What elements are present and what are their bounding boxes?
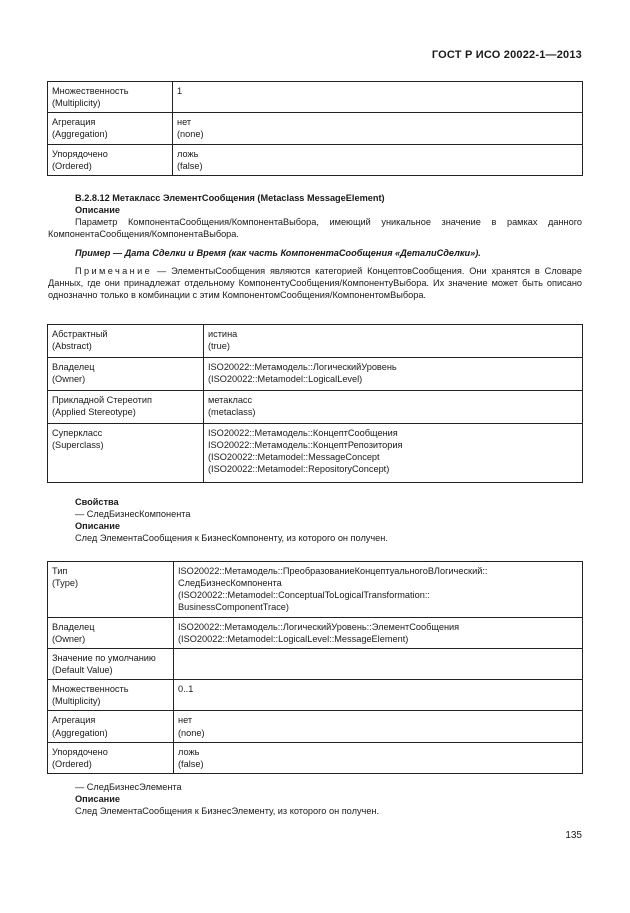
cell-text-line: 1 <box>177 86 183 96</box>
cell-text-line: истина <box>208 329 238 339</box>
cell-text-line: (none) <box>178 727 205 738</box>
table-row <box>48 144 583 175</box>
cell-text-line: (Multiplicity) <box>52 98 101 109</box>
cell-text-line: нет <box>177 117 192 128</box>
table-row <box>48 325 583 358</box>
table-cell-label <box>48 680 174 711</box>
table-cell-value <box>174 617 583 648</box>
cell-text-line: 0..1 <box>178 684 194 695</box>
property-description-text: След ЭлементаСообщения к БизнесКомпоненту, из которого он получен. <box>75 533 388 544</box>
cell-text-line: Значение по умолчанию <box>52 652 156 663</box>
cell-text-line: Прикладной Стереотип <box>52 395 152 405</box>
cell-text-line: (ISO20022::Metamodel::RepositoryConcept) <box>208 464 390 475</box>
cell-text-line: СледБизнесКомпонента <box>178 578 282 589</box>
table-cell-label <box>48 617 174 648</box>
table-cell-label <box>48 424 204 483</box>
cell-text-line: метакласс <box>208 395 253 405</box>
cell-text-line: (Superclass) <box>52 440 104 451</box>
section-metaclass-message-element <box>48 192 582 301</box>
table-row <box>48 358 583 391</box>
cell-text-line: (Type) <box>52 578 79 589</box>
table-cell-label <box>48 562 174 618</box>
cell-text-line: (Abstract) <box>52 341 92 352</box>
table-row <box>48 562 583 618</box>
table-row <box>48 391 583 424</box>
table-cell-label <box>48 358 204 391</box>
metaclass-attributes-table <box>47 324 583 483</box>
cell-text-line: (Owner) <box>52 633 86 644</box>
cell-text-line: (Ordered) <box>52 160 92 171</box>
table-cell-label <box>48 325 204 358</box>
properties-section <box>48 496 582 545</box>
table-cell-value <box>174 680 583 711</box>
cell-text-line: (Aggregation) <box>52 129 108 140</box>
cell-text-line: Агрегация <box>52 117 96 128</box>
page-number: 135 <box>565 830 582 841</box>
cell-text-line: Упорядочено <box>52 746 108 757</box>
cell-text-line: (Owner) <box>52 374 86 385</box>
cell-text-line: ложь <box>178 746 200 757</box>
property-item-business-component-trace: — СледБизнесКомпонента <box>75 509 191 520</box>
example-text: Пример — Дата Сделки и Время (как часть КомпонентаСообщения «ДеталиСделки»). <box>75 247 481 258</box>
cell-text-line: Владелец <box>52 362 95 372</box>
property-description-label: Описание <box>75 521 120 532</box>
table-cell-value <box>174 562 583 618</box>
cell-text-line: Владелец <box>52 621 95 632</box>
cell-text-line: (ISO20022::Metamodel::ConceptualToLogicalTransformation:: <box>178 590 430 601</box>
properties-table-top <box>47 81 583 176</box>
cell-text-line: (ISO20022::Metamodel::LogicalLevel) <box>208 374 363 385</box>
table-cell-value <box>174 711 583 742</box>
cell-text-line: (ISO20022::Metamodel::MessageConcept <box>208 452 380 463</box>
cell-text-line: (metaclass) <box>208 407 256 418</box>
cell-text-line: ложь <box>177 148 199 159</box>
cell-text-line: (false) <box>177 160 203 171</box>
properties-label: Свойства <box>75 497 119 507</box>
property-item-business-element-trace: — СледБизнесЭлемента <box>75 782 182 792</box>
table-cell-value <box>174 742 583 773</box>
property-description-label-2: Описание <box>75 794 120 805</box>
table-row <box>48 82 583 113</box>
table-cell-label <box>48 391 204 424</box>
cell-text-line: (false) <box>178 758 204 769</box>
table-cell-label <box>48 82 173 113</box>
cell-text-line: (Ordered) <box>52 758 92 769</box>
document-id-header: ГОСТ Р ИСО 20022-1—2013 <box>431 49 582 61</box>
cell-text-line: Абстрактный <box>52 329 108 339</box>
table-cell-label <box>48 648 174 679</box>
table-row <box>48 648 583 679</box>
cell-text-line: ISO20022::Метамодель::КонцептСообщения <box>208 428 398 438</box>
cell-text-line: (Multiplicity) <box>52 696 101 707</box>
table-cell-value <box>204 325 583 358</box>
table-row <box>48 711 583 742</box>
note-label: Примечание <box>75 265 153 276</box>
note-text: — ЭлементыСообщения являются категорией КонцептовСообщения. Они хранятся в Словаре Данных, где они принадлежат отдельному КомпонентуСообщения/КомпонентуВыбора. Их значение может быть описано однозначно только в комбинации с этим КомпонентомСообщения/КомпонентомВыбора. <box>48 265 582 300</box>
cell-text-line: Суперкласс <box>52 428 103 438</box>
table-cell-value <box>173 144 583 175</box>
properties-section-2 <box>48 781 582 817</box>
cell-text-line: Множественность <box>52 86 129 96</box>
section-heading: B.2.8.12 Метакласс ЭлементСообщения (Metaclass MessageElement) <box>75 193 385 203</box>
table-row <box>48 742 583 773</box>
description-text: Параметр КомпонентаСообщения/КомпонентаВыбора, имеющий уникальное значение в рамках данного КомпонентаСообщения/КомпонентаВыбора. <box>48 217 582 240</box>
table-cell-value <box>204 358 583 391</box>
cell-text-line: (Default Value) <box>52 664 113 675</box>
property-description-text-2: След ЭлементаСообщения к БизнесЭлементу, из которого он получен. <box>75 806 380 817</box>
cell-text-line: ISO20022::Метамодель::ПреобразованиеКонцептуальногоВЛогический:: <box>178 566 488 576</box>
cell-text-line: ISO20022::Метамодель::ЛогическийУровень <box>208 362 397 372</box>
table-cell-label <box>48 711 174 742</box>
table-row <box>48 680 583 711</box>
cell-text-line: BusinessComponentTrace) <box>178 602 289 613</box>
table-cell-value <box>204 391 583 424</box>
cell-text-line: (Aggregation) <box>52 727 108 738</box>
table-row <box>48 113 583 144</box>
cell-text-line: (none) <box>177 129 204 140</box>
cell-text-line: нет <box>178 715 193 726</box>
cell-text-line: Упорядочено <box>52 148 108 159</box>
table-cell-label <box>48 113 173 144</box>
table-cell-label <box>48 742 174 773</box>
cell-text-line: (true) <box>208 341 230 352</box>
cell-text-line: ISO20022::Метамодель::ЛогическийУровень::ЭлементСообщения <box>178 621 460 632</box>
cell-text-line: (Applied Stereotype) <box>52 407 136 418</box>
note-paragraph <box>48 265 582 301</box>
table-cell-value <box>173 82 583 113</box>
table-row <box>48 617 583 648</box>
table-cell-value <box>173 113 583 144</box>
cell-text-line: Агрегация <box>52 715 96 726</box>
cell-text-line: Множественность <box>52 684 129 695</box>
table-cell-value <box>204 424 583 483</box>
table-cell-value <box>174 648 583 679</box>
business-component-trace-table <box>47 561 583 774</box>
table-row <box>48 424 583 483</box>
description-label: Описание <box>75 205 120 216</box>
cell-text-line: (ISO20022::Metamodel::LogicalLevel::MessageElement) <box>178 633 409 644</box>
cell-text-line: ISO20022::Метамодель::КонцептРепозитория <box>208 440 403 451</box>
cell-text-line: Тип <box>52 566 68 576</box>
table-cell-label <box>48 144 173 175</box>
